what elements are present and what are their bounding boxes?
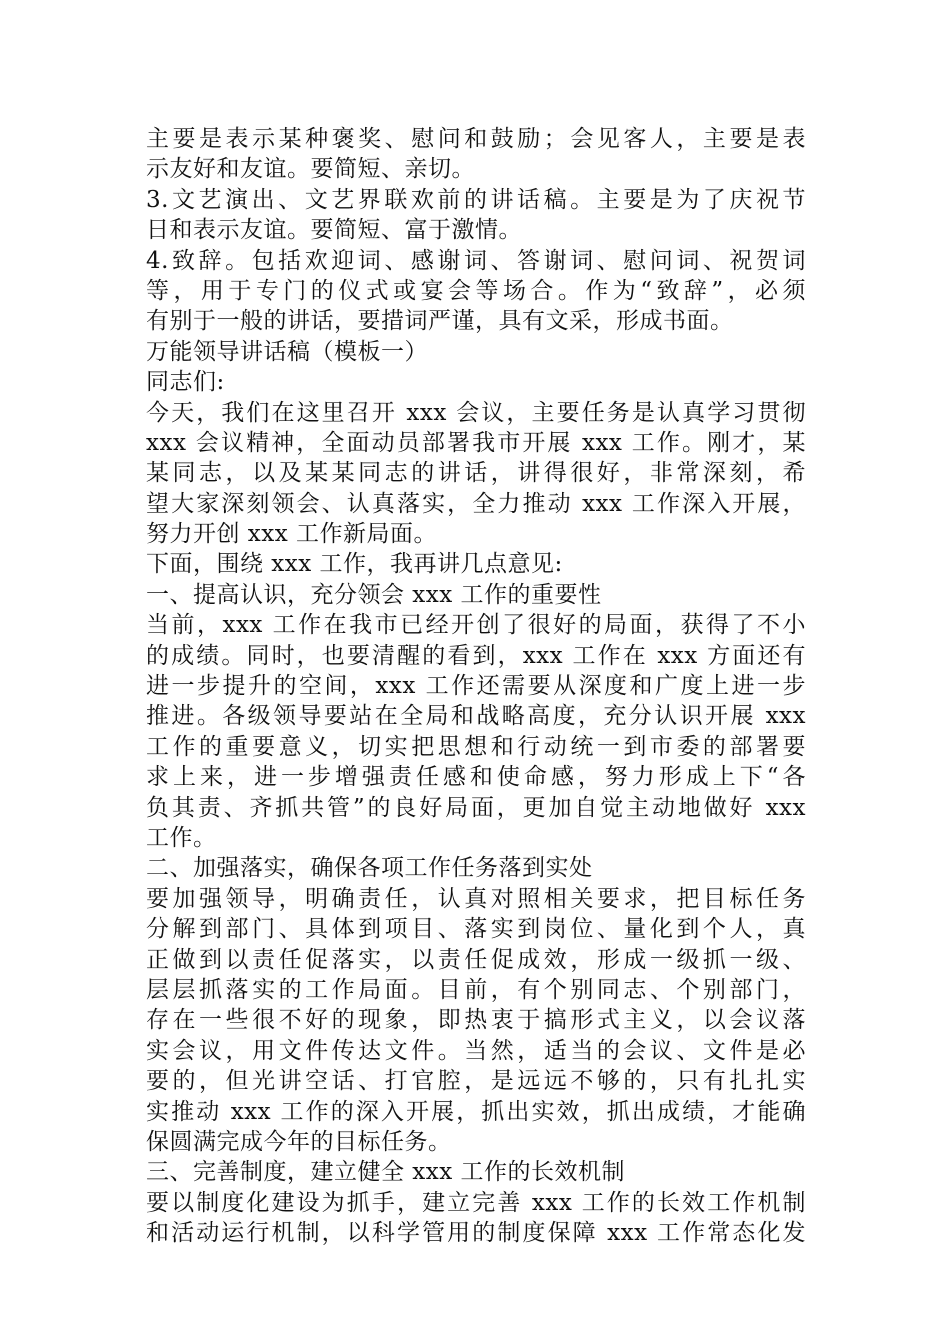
text-line: 二、加强落实，确保各项工作任务落到实处 [146,855,593,882]
text-line: xxx 会议精神，全面动员部署我市开展 xxx 工作。刚才，某 [146,429,806,456]
text-line: 万能领导讲话稿（模板一） [146,338,428,365]
text-line: 下面，围绕 xxx 工作，我再讲几点意见: [146,551,563,578]
text-line: 要加强领导，明确责任，认真对照相关要求，把目标任务 [146,885,806,912]
text-line: 3.文艺演出、文艺界联欢前的讲话稿。主要是为了庆祝节 [146,186,806,213]
text-line: 有别于一般的讲话，要措词严谨，具有文采，形成书面。 [146,308,734,335]
text-line: 分解到部门、具体到项目、落实到岗位、量化到个人，真 [146,916,806,943]
text-line: 工作。 [146,824,217,851]
text-line: 等，用于专门的仪式或宴会等场合。作为“致辞”，必须 [146,277,806,304]
text-line: 层层抓落实的工作局面。目前，有个别同志、个别部门， [146,976,806,1003]
text-line: 主要是表示某种褒奖、慰问和鼓励；会见客人，主要是表 [146,126,806,152]
text-line: 和活动运行机制，以科学管用的制度保障 xxx 工作常态化发 [146,1220,806,1247]
text-line: 努力开创 xxx 工作新局面。 [146,521,438,548]
text-line: 今天，我们在这里召开 xxx 会议，主要任务是认真学习贯彻 [146,399,806,426]
text-line: 负其责、齐抓共管”的良好局面，更加自觉主动地做好 xxx [146,794,806,821]
text-line: 某同志，以及某某同志的讲话，讲得很好，非常深刻，希 [146,460,806,487]
text-line: 实推动 xxx 工作的深入开展，抓出实效，抓出成绩，才能确 [146,1098,806,1125]
text-line: 要的，但光讲空话、打官腔，是远远不够的，只有扎扎实 [146,1068,806,1095]
text-line: 要以制度化建设为抓手，建立完善 xxx 工作的长效工作机制 [146,1189,806,1216]
text-line: 工作的重要意义，切实把思想和行动统一到市委的部署要 [146,733,806,760]
text-line: 存在一些很不好的现象，即热衷于搞形式主义，以会议落 [146,1007,806,1034]
text-line: 保圆满完成今年的目标任务。 [146,1128,452,1155]
text-line: 日和表示友谊。要简短、富于激情。 [146,217,522,244]
text-line: 三、完善制度，建立健全 xxx 工作的长效机制 [146,1159,626,1186]
text-line: 求上来，进一步增强责任感和使命感，努力形成上下“各 [146,764,806,791]
text-line: 一、提高认识，充分领会 xxx 工作的重要性 [146,581,602,608]
text-line: 同志们: [146,369,225,396]
text-line: 示友好和友谊。要简短、亲切。 [146,156,475,183]
text-line: 的成绩。同时，也要清醒的看到，xxx 工作在 xxx 方面还有 [146,642,806,669]
text-line: 4.致辞。包括欢迎词、感谢词、答谢词、慰问词、祝贺词 [146,247,806,274]
text-line: 正做到以责任促落实，以责任促成效，形成一级抓一级、 [146,946,806,973]
text-line: 实会议，用文件传达文件。当然，适当的会议、文件是必 [146,1037,806,1064]
text-line: 推进。各级领导要站在全局和战略高度，充分认识开展 xxx [146,703,806,730]
document-body [146,124,806,1248]
text-line: 当前，xxx 工作在我市已经开创了很好的局面，获得了不小 [146,612,806,639]
text-line: 进一步提升的空间，xxx 工作还需要从深度和广度上进一步 [146,673,806,700]
text-line: 望大家深刻领会、认真落实，全力推动 xxx 工作深入开展， [146,490,806,517]
